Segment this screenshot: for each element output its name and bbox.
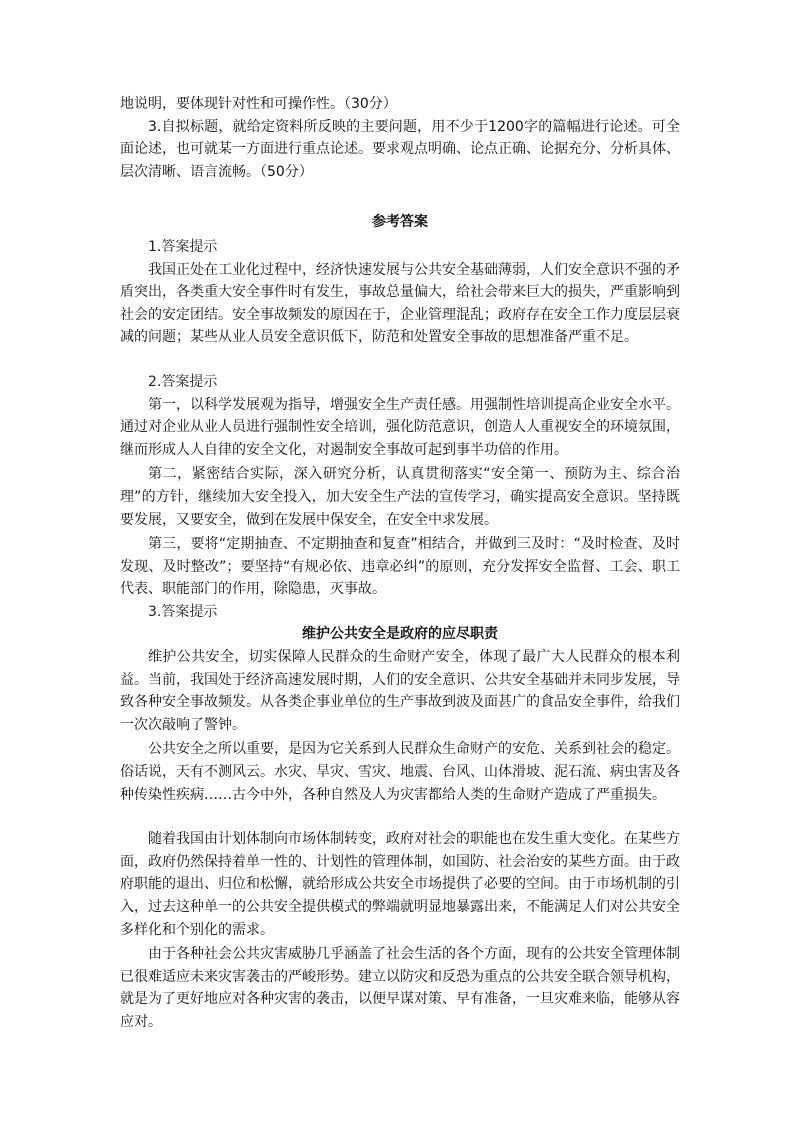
question-3: 3.自拟标题，就给定资料所反映的主要问题，用不少于1200字的篇幅进行论述。可全面论述，也可就某一方面进行重点论述。要求观点明确、论点正确、论据充分、分析具体、层次清晰、语言流畅。（50分） (120, 118, 680, 180)
answer-2-paragraph-1: 第一，以科学发展观为指导，增强安全生产责任感。用强制性培训提高企业安全水平。通过对企业从业人员进行强制性安全培训，强化防范意识，创造人人重视安全的环境氛围，继而形成人人自律的安全文化，对遏制安全事故可起到事半功倍的作用。 (120, 396, 680, 458)
answers-title: 参考答案 (372, 214, 428, 231)
essay-paragraph-3: 随着我国由计划体制向市场体制转变，政府对社会的职能也在发生重大变化。在某些方面，政府仍然保持着单一性的、计划性的管理体制，如国防、社会治安的某些方面。由于政府职能的退出、归位和松懈，就给形成公共安全市场提供了必要的空间。由于市场机制的引入，过去这种单一的公共安全提供模式的弊端就明显地暴露出来，不能满足人们对公共安全多样化和个别化的需求。 (120, 831, 680, 938)
answer-2-label: 2.答案提示 (148, 373, 218, 390)
intro-line: 地说明，要体现针对性和可操作性。（30分） (120, 96, 397, 112)
answer-2-paragraph-3: 第三，要将“定期抽查、不定期抽查和复查”相结合，并做到三及时：“及时检查、及时发现、及时整改”；要坚持“有规必依、违章必纠”的原则，充分发挥安全监督、工会、职工代表、职能部门的作用，除隐患，灭事故。 (120, 536, 680, 598)
essay-title: 维护公共安全是政府的应尽职责 (302, 626, 498, 643)
answer-3-label: 3.答案提示 (148, 603, 218, 620)
answer-1-paragraph: 我国正处在工业化过程中，经济快速发展与公共安全基础薄弱，人们安全意识不强的矛盾突出，各类重大安全事件时有发生，事故总量偏大，给社会带来巨大的损失，严重影响到社会的安定团结。安全事故频发的原因在于，企业管理混乱；政府存在安全工作力度层层衰减的问题；某些从业人员安全意识低下，防范和处置安全事故的思想准备严重不足。 (120, 261, 680, 346)
answer-2-paragraph-2: 第二，紧密结合实际，深入研究分析，认真贯彻落实“安全第一、预防为主、综合治理”的方针，继续加大安全投入，加大安全生产法的宣传学习，确实提高安全意识。坚持既要发展，又要安全，做到在发展中保安全，在安全中求发展。 (120, 466, 680, 528)
document-page (120, 93, 680, 1034)
essay-paragraph-1: 维护公共安全，切实保障人民群众的生命财产安全，体现了最广大人民群众的根本利益。当前，我国处于经济高速发展时期，人们的安全意识、公共安全基础并未同步发展，导致各种安全事故频发。从各类企事业单位的生产事故到波及面甚广的食品安全事件，给我们一次次敲响了警钟。 (120, 649, 680, 733)
answer-1-label: 1.答案提示 (148, 238, 218, 255)
essay-paragraph-4: 由于各种社会公共灾害威胁几乎涵盖了社会生活的各个方面，现有的公共安全管理体制已很难适应未来灾害袭击的严峻形势。建立以防灾和反恐为重点的公共安全联合领导机构，就是为了更好地应对各种灾害的袭击，以便早谋对策、早有准备，一旦灾难来临，能够从容应对。 (120, 946, 680, 1030)
essay-paragraph-2: 公共安全之所以重要，是因为它关系到人民群众生命财产的安危、关系到社会的稳定。俗话说，天有不测风云。水灾、旱灾、雪灾、地震、台风、山体滑坡、泥石流、病虫害及各种传染性疾病……古今中外，各种自然及人为灾害都给人类的生命财产造成了严重损失。 (120, 741, 680, 803)
